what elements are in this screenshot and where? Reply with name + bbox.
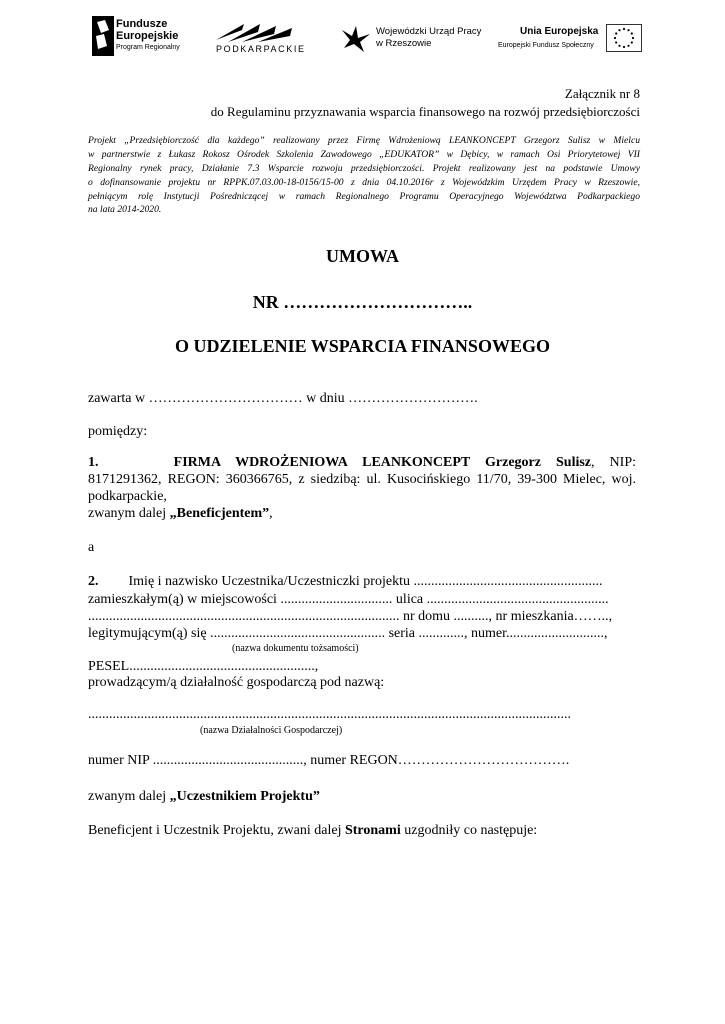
fe-line2: Europejskie (116, 30, 179, 42)
wup-bird-icon (340, 22, 372, 54)
party1-called-pre: zwanym dalej (88, 506, 170, 521)
and-label: a (88, 540, 95, 555)
id-document-note: (nazwa dokumentu tożsamości) (232, 643, 359, 654)
project-note-line: Regionalny rynek pracy, Działanie 7.3 Wsparcie rozwoju przedsiębiorczości. Projekt realizowany jest na podstawie Umowy (88, 163, 640, 174)
fe-line1: Fundusze (116, 18, 168, 30)
logo-bar (0, 0, 725, 70)
party2-line3: ......................................................................................... nr domu .........., nr mieszkania…….., (88, 609, 613, 624)
project-note-line: na lata 2014-2020. (88, 204, 162, 215)
title-subject: O UDZIELENIE WSPARCIA FINANSOWEGO (175, 336, 550, 356)
podkarpackie-wave-icon (214, 20, 304, 44)
party1-line3: podkarpackie, (88, 489, 167, 504)
project-note-line: o dofinansowanie projektu nr RPPK.07.03.00-18-0156/15-00 z dnia 04.10.2016r z Wojewódzkim Urzędem Pracy w Rzeszowie, (88, 177, 640, 188)
project-note-line: w partnerstwie z Łukasz Rokosz Ośrodek Szkolenia Zawodowego „EDUKATOR” w Dębicy, w ramach Osi Priorytetowej VII (88, 149, 640, 160)
party2-line4: legitymującym(ą) się .................................................. seria ............., numer............................, (88, 626, 608, 641)
ue-line1: Unia Europejska (520, 26, 599, 37)
party2-line2: zamieszkałym(ą) w miejscowości ................................ ulica .................................................... (88, 592, 609, 607)
fundusze-europejskie-icon (92, 16, 114, 56)
party1-number: 1. (88, 455, 99, 470)
business-name-field: .......................................................................................................................................... (88, 707, 571, 722)
wup-line2: w Rzeszowie (376, 38, 432, 49)
pesel-field: PESEL....................................................., (88, 659, 319, 674)
party1-called-post: , (269, 506, 273, 521)
party1-role: „Beneficjentem” (169, 506, 270, 521)
business-name-note: (nazwa Działalności Gospodarczej) (200, 725, 343, 736)
project-note-line: Projekt „Przedsiębiorczość dla każdego” realizowany przez Firmę Wdrożeniową LEANKONCEPT Grzegorz Sulisz w Mielcu (88, 135, 640, 146)
agreement-statement (88, 823, 537, 839)
wup-line1: Wojewódzki Urząd Pracy (376, 26, 482, 37)
party1-called (88, 506, 273, 522)
title-number: NR ………………………….. (252, 292, 473, 312)
final-post: uzgodniły co następuje: (400, 823, 538, 838)
podkarpackie-text: PODKARPACKIE (216, 44, 306, 54)
ue-line2: Europejski Fundusz Społeczny (498, 42, 594, 49)
party1-line2: 8171291362, REGON: 360366765, z siedzibą: ul. Kusocińskiego 11/70, 39-300 Mielec, woj. (88, 472, 636, 487)
eu-flag-icon (606, 24, 642, 52)
party1-line1 (88, 455, 636, 471)
between-label: pomiędzy: (88, 424, 148, 439)
nip-regon-field: numer NIP ..........................................., numer REGON………………………………. (88, 753, 570, 768)
party2-name-field: Imię i nazwisko Uczestnika/Uczestniczki projektu ...................................................... (128, 574, 603, 589)
concluded-line: zawarta w …………………………… w dniu ………………………. (88, 391, 478, 406)
final-pre: Beneficjent i Uczestnik Projektu, zwani dalej (88, 823, 345, 838)
parties-term: Stronami (344, 823, 401, 838)
party2-line1 (88, 574, 602, 590)
title-umowa: UMOWA (326, 246, 399, 266)
attachment-number: Załącznik nr 8 (564, 86, 640, 101)
podkarpackie-logo (210, 20, 310, 60)
party2-role: „Uczestnikiem Projektu” (169, 789, 320, 804)
party2-called (88, 789, 320, 805)
party1-firm-name: FIRMA WDROŻENIOWA LEANKONCEPT Grzegorz Sulisz (173, 455, 592, 470)
party2-called-pre: zwanym dalej (88, 789, 170, 804)
fe-line3: Program Regionalny (116, 44, 180, 51)
attachment-subtitle: do Regulaminu przyznawania wsparcia finansowego na rozwój przedsiębiorczości (210, 104, 640, 119)
project-note-line: pełniącym rolę Instytucji Pośredniczącej w ramach Regionalnego Programu Operacyjnego Województwa Podkarpackiego (88, 191, 640, 202)
party1-nip-label: , NIP: (591, 455, 637, 470)
business-label: prowadzącym/ą działalność gospodarczą pod nazwą: (88, 675, 385, 690)
party2-number: 2. (88, 574, 99, 589)
